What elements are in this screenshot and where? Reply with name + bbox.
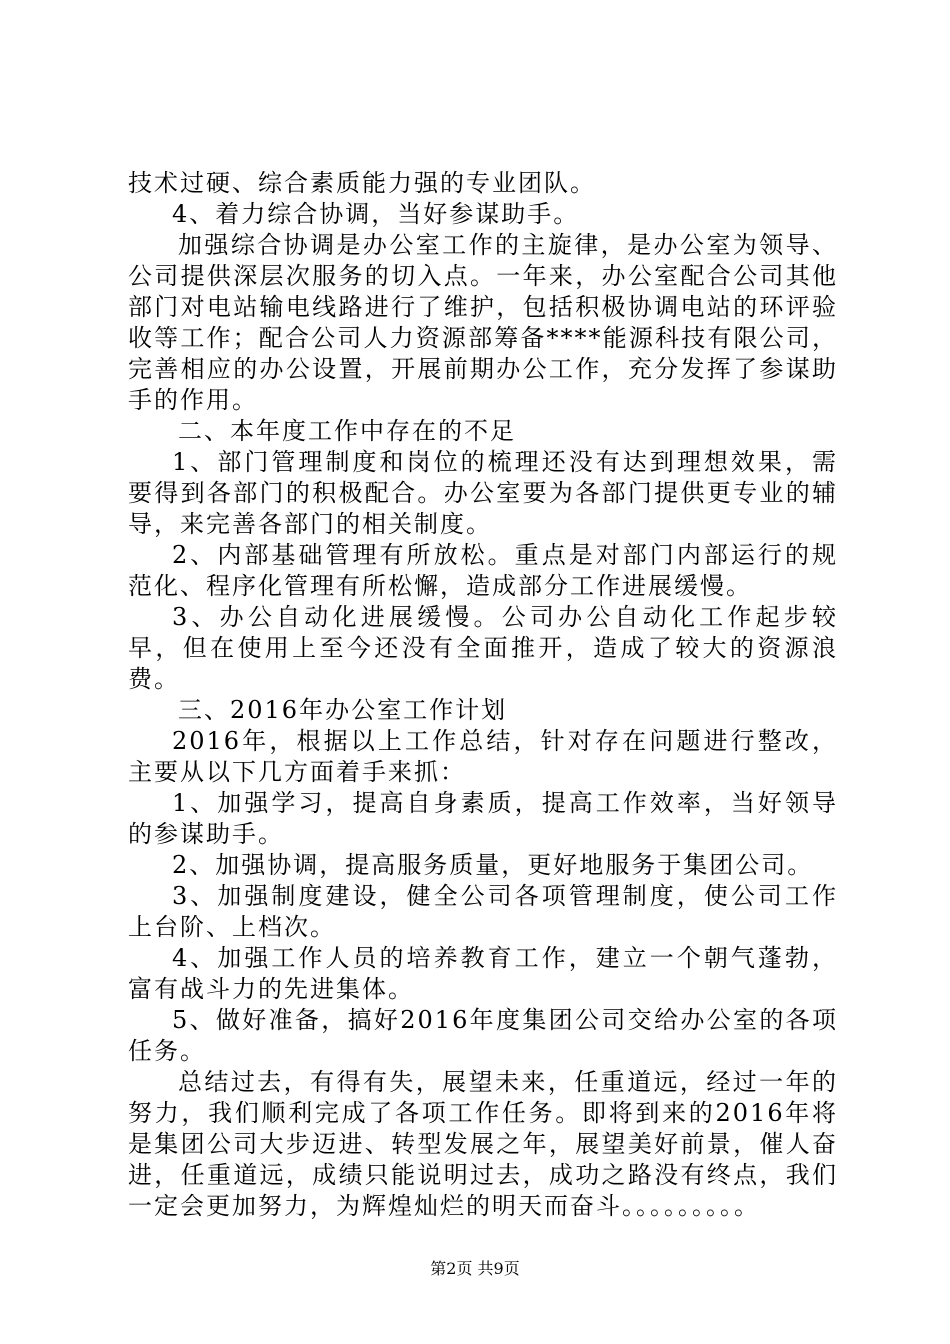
document-body — [128, 168, 838, 1222]
paragraph: 3、加强制度建设，健全公司各项管理制度，使公司工作上台阶、上档次。 — [128, 882, 838, 941]
paragraph: 2016年，根据以上工作总结，针对存在问题进行整改，主要从以下几方面着手来抓： — [128, 727, 838, 786]
paragraph: 2、加强协调，提高服务质量，更好地服务于集团公司。 — [172, 851, 814, 879]
paragraph: 5、做好准备，搞好2016年度集团公司交给办公室的各项任务。 — [128, 1006, 838, 1065]
section-heading: 三、2016年办公室工作计划 — [178, 696, 508, 724]
paragraph: 4、加强工作人员的培养教育工作，建立一个朝气蓬勃，富有战斗力的先进集体。 — [128, 944, 838, 1003]
paragraph: 技术过硬、综合素质能力强的专业团队。 — [128, 169, 596, 197]
paragraph: 1、加强学习，提高自身素质，提高工作效率，当好领导的参谋助手。 — [128, 789, 838, 848]
paragraph: 2、内部基础管理有所放松。重点是对部门内部运行的规范化、程序化管理有所松懈，造成部分工作进展缓慢。 — [128, 541, 838, 600]
paragraph: 加强综合协调是办公室工作的主旋律，是办公室为领导、公司提供深层次服务的切入点。一年来，办公室配合公司其他部门对电站输电线路进行了维护，包括积极协调电站的环评验收等工作；配合公司人力资源部筹备****能源科技有限公司，完善相应的办公设置，开展前期办公工作，充分发挥了参谋助手的作用。 — [128, 231, 838, 414]
page-number-footer: 第2页 共9页 — [430, 1259, 520, 1278]
section-heading: 二、本年度工作中存在的不足 — [178, 417, 516, 445]
paragraph: 3、办公自动化进展缓慢。公司办公自动化工作起步较早，但在使用上至今还没有全面推开，造成了较大的资源浪费。 — [128, 603, 838, 693]
paragraph: 总结过去，有得有失，展望未来，任重道远，经过一年的努力，我们顺利完成了各项工作任务。即将到来的2016年将是集团公司大步迈进、转型发展之年，展望美好前景，催人奋进，任重道远，成绩只能说明过去，成功之路没有终点，我们一定会更加努力，为辉煌灿烂的明天而奋斗。。。。。。。。。 — [128, 1068, 838, 1220]
paragraph: 4、着力综合协调，当好参谋助手。 — [172, 200, 580, 228]
paragraph: 1、部门管理制度和岗位的梳理还没有达到理想效果，需要得到各部门的积极配合。办公室要为各部门提供更专业的辅导，来完善各部门的相关制度。 — [128, 448, 838, 538]
